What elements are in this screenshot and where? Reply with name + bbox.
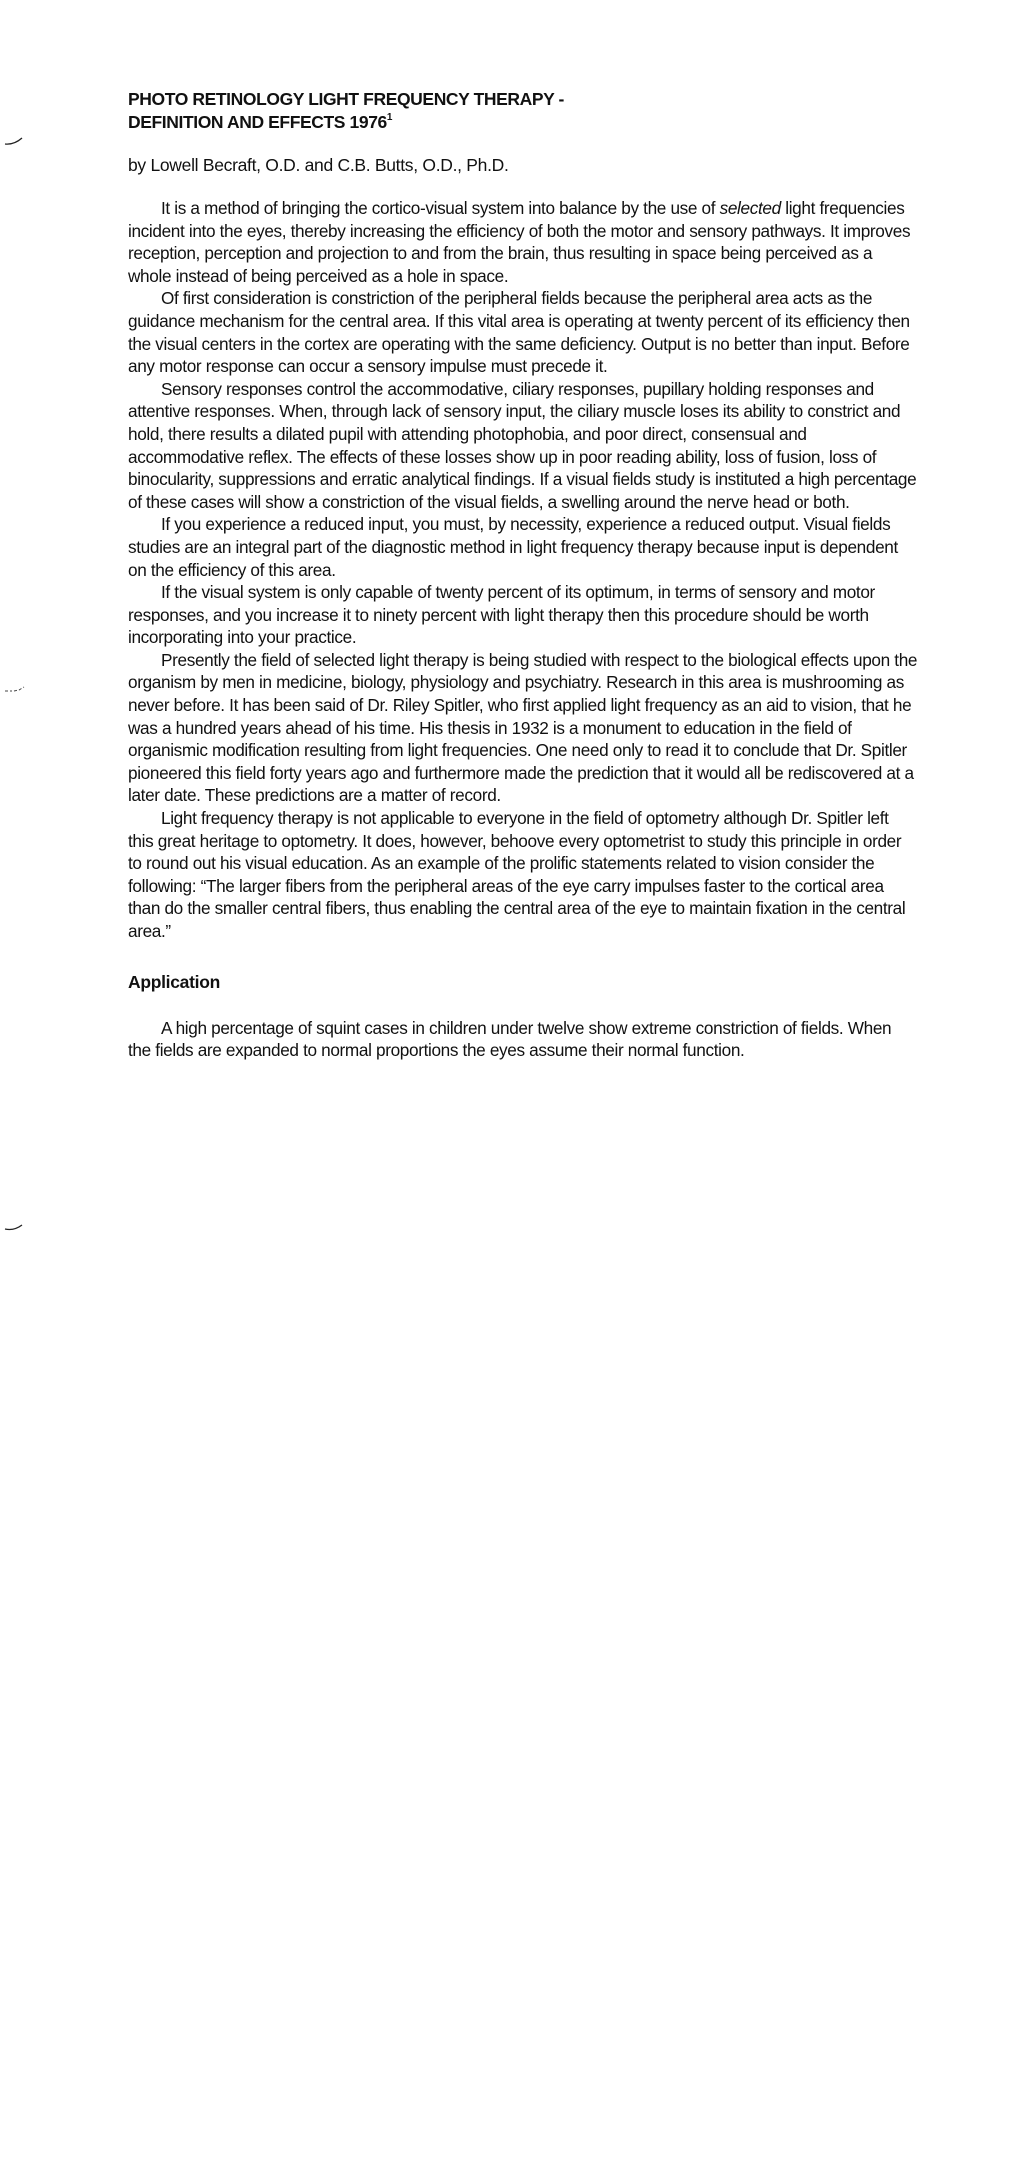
paragraph-definition — [128, 197, 918, 287]
section-heading: Application — [128, 971, 220, 992]
paragraph: If you experience a reduced input, you must, by necessity, experience a reduced output. Visual fields studies are an integral part of the diagnostic method in light frequency therapy because input is dependent on the efficiency of this area. — [128, 514, 898, 580]
margin-scan-mark — [4, 136, 26, 146]
document-title — [128, 88, 918, 134]
paragraph: If the visual system is only capable of twenty percent of its optimum, in terms of sensory and motor responses, and you increase it to ninety percent with light therapy then this procedure should be worth incorporating into your practice. — [128, 582, 875, 648]
title-line-1: PHOTO RETINOLOGY LIGHT FREQUENCY THERAPY - — [128, 89, 564, 109]
paragraph: Presently the field of selected light therapy is being studied with respect to the biological effects upon the organism by men in medicine, biology, physiology and psychiatry. Research in this area is mushrooming as never before. It has been said of Dr. Riley Spitler, who first applied light frequency as an aid to vision, that he was a hundred years ahead of his time. His thesis in 1932 is a monument to education in the field of organismic modification resulting from light frequencies. One need only to read it to conclude that Dr. Spitler pioneered this field forty years ago and furthermore made the prediction that it would all be rediscovered at a later date. These predictions are a matter of record. — [128, 649, 918, 806]
title-line-2: DEFINITION AND EFFECTS 1976 — [128, 112, 387, 132]
emphasis-text: selected — [719, 198, 781, 218]
article-body — [128, 197, 918, 943]
document-page — [128, 88, 918, 1062]
paragraph: Sensory responses control the accommodative, ciliary responses, pupillary holding responses and attentive responses. When, through lack of sensory input, the ciliary muscle loses its ability to constrict and hold, there results a dilated pupil with attending photophobia, and poor direct, consensual and accommodative reflex. The effects of these losses show up in poor reading ability, loss of fusion, loss of binocularity, suppressions and erratic analytical findings. If a visual fields study is instituted a high percentage of these cases will show a constriction of the visual fields, a swelling around the nerve head or both. — [128, 378, 917, 512]
application-body — [128, 1017, 918, 1062]
paragraph-text: It is a method of bringing the cortico-visual system into balance by the use of — [161, 198, 720, 218]
author-byline: by Lowell Becraft, O.D. and C.B. Butts, O.D., Ph.D. — [128, 155, 509, 175]
document-header — [128, 88, 918, 177]
paragraph: A high percentage of squint cases in children under twelve show extreme constriction of fields. When the fields are expanded to normal proportions the eyes assume their normal function. — [128, 1017, 892, 1061]
footnote-marker: 1 — [386, 112, 393, 123]
paragraph: Of first consideration is constriction of the peripheral fields because the peripheral area acts as the guidance mechanism for the central area. If this vital area is operating at twenty percent of its efficiency then the visual centers in the cortex are operating with the same deficiency. Output is no better than input. Before any motor response can occur a sensory impulse must precede it. — [128, 288, 910, 377]
margin-scan-mark — [4, 683, 26, 693]
margin-scan-mark — [4, 1222, 26, 1232]
application-section — [128, 971, 918, 1062]
paragraph-text: light frequencies incident into the eyes, thereby increasing the efficiency of both the motor and sensory pathways. It improves reception, perception and projection to and from the brain, thus resulting in space being perceived as a whole instead of being perceived as a hole in space. — [128, 198, 911, 286]
paragraph: Light frequency therapy is not applicable to everyone in the field of optometry although Dr. Spitler left this great heritage to optometry. It does, however, behoove every optometrist to study this principle in order to round out his visual education. As an example of the prolific statements related to vision consider the following: “The larger fibers from the peripheral areas of the eye carry impulses faster to the cortical area than do the smaller central fibers, thus enabling the central area of the eye to maintain fixation in the central area.” — [128, 808, 906, 941]
